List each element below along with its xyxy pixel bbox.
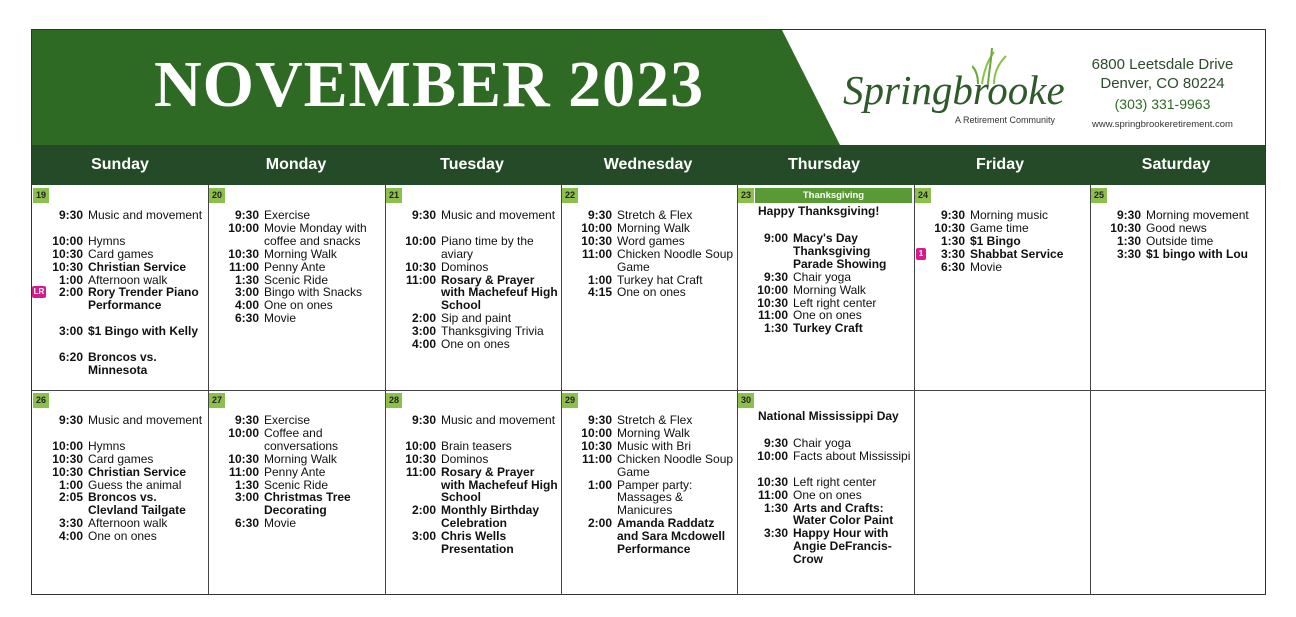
event-name: Hymns — [88, 438, 126, 453]
day-cell[interactable] — [914, 391, 1090, 595]
event-name: Game time — [970, 220, 1029, 235]
event-name: One on ones — [441, 337, 510, 351]
event-item — [32, 286, 208, 325]
event-name: Happy Hour with Angie DeFrancis-Crow — [793, 526, 892, 567]
day-cell[interactable] — [561, 186, 737, 390]
event-time: 9:30 — [234, 208, 259, 222]
event-item — [561, 453, 737, 479]
event-item — [32, 440, 208, 453]
event-name: Left right center — [793, 295, 877, 310]
weekday-wednesday: Wednesday — [603, 156, 693, 173]
event-time: 10:00 — [52, 438, 83, 453]
event-name: Macy's Day Thanksgiving Parade Showing — [793, 231, 887, 271]
event-time: 10:00 — [405, 233, 436, 248]
event-time: 9:30 — [940, 208, 965, 222]
date-number: 27 — [209, 393, 225, 408]
event-item — [914, 222, 1090, 235]
event-item — [561, 479, 737, 518]
event-item — [737, 502, 913, 528]
event-item — [737, 476, 913, 489]
event-time: 10:00 — [405, 438, 436, 453]
event-name: Hymns — [88, 233, 126, 248]
event-item — [914, 235, 1090, 248]
event-time: 9:30 — [1116, 208, 1141, 222]
event-item — [385, 235, 561, 261]
event-name: Pamper party: Massages & Manicures — [617, 477, 693, 518]
event-item — [385, 466, 561, 505]
event-name: Afternoon walk — [88, 516, 168, 531]
event-item — [561, 248, 737, 274]
event-item — [385, 504, 561, 530]
page-title: NOVEMBER 2023 — [154, 48, 705, 121]
event-time: 10:00 — [581, 425, 612, 440]
event-name: Turkey Craft — [793, 321, 863, 336]
event-name: Movie — [970, 259, 1003, 274]
event-item — [32, 261, 208, 274]
event-time: 1:30 — [763, 321, 788, 336]
event-item — [208, 453, 384, 466]
event-time: 10:30 — [52, 246, 83, 261]
event-name: $1 Bingo with Kelly — [88, 324, 199, 339]
day-cell[interactable] — [385, 391, 561, 595]
event-time: 1:30 — [234, 477, 259, 492]
event-time: 1:00 — [58, 272, 83, 287]
event-name: Penny Ante — [264, 464, 326, 479]
event-item — [32, 209, 208, 235]
event-name: Chicken Noodle Soup Game — [617, 451, 734, 479]
event-time: 10:00 — [581, 220, 612, 235]
event-item — [914, 209, 1090, 222]
event-time: 11:00 — [405, 272, 436, 287]
event-name: Turkey hat Craft — [617, 272, 703, 287]
weekday-header — [32, 145, 1265, 185]
event-item — [385, 414, 561, 440]
event-name: Morning Walk — [264, 451, 337, 466]
event-name: Rosary & Prayer with Machefeuf High School — [441, 272, 558, 313]
event-time: 6:20 — [58, 349, 83, 364]
event-item — [561, 427, 737, 440]
event-name: Music and movement — [441, 413, 556, 427]
event-time: 2:00 — [411, 311, 436, 326]
event-item — [561, 517, 737, 569]
date-number: 19 — [33, 188, 49, 203]
event-name: Left right center — [793, 474, 877, 489]
event-name: Morning movement — [1146, 208, 1249, 222]
event-name: Scenic Ride — [264, 477, 329, 492]
event-name: Coffee and conversations — [264, 425, 339, 453]
event-time: 11:00 — [405, 464, 436, 479]
date-number: 20 — [209, 188, 225, 203]
event-time: 3:30 — [940, 246, 965, 261]
event-name: Good news — [1146, 220, 1207, 235]
event-time: 10:30 — [934, 220, 965, 235]
event-item — [32, 351, 208, 377]
event-time: 1:30 — [1116, 233, 1141, 248]
event-name: Rosary & Prayer with Machefeuf High School — [441, 464, 558, 505]
event-item — [737, 232, 913, 271]
event-item — [208, 312, 384, 325]
event-item — [208, 466, 384, 479]
event-name: Chris Wells Presentation — [441, 529, 514, 556]
event-name: Brain teasers — [441, 438, 512, 453]
date-number: 26 — [33, 393, 49, 408]
event-time: 9:30 — [763, 269, 788, 284]
event-time: 2:05 — [58, 490, 83, 505]
event-name: Dominos — [441, 259, 489, 274]
event-name: Morning music — [970, 208, 1049, 222]
event-name: Movie Monday with coffee and snacks — [264, 220, 367, 248]
event-item — [561, 414, 737, 427]
event-name: Penny Ante — [264, 259, 326, 274]
weekday-sunday: Sunday — [91, 156, 149, 173]
holiday-label: Thanksgiving — [755, 188, 912, 203]
event-time: 9:30 — [587, 413, 612, 427]
event-name: Afternoon walk — [88, 272, 168, 287]
event-item — [208, 261, 384, 274]
day-cell[interactable] — [32, 391, 208, 595]
day-cell[interactable] — [561, 391, 737, 595]
event-item — [385, 453, 561, 466]
day-cell[interactable] — [208, 391, 384, 595]
event-item — [385, 274, 561, 313]
event-name: Outside time — [1146, 233, 1214, 248]
event-item — [1090, 222, 1266, 235]
event-name: One on ones — [793, 487, 862, 502]
event-name: $1 bingo with Lou — [1146, 246, 1248, 261]
event-name: Movie — [264, 516, 297, 531]
day-cell[interactable] — [385, 186, 561, 390]
event-name: Movie — [264, 311, 297, 326]
event-item — [1090, 209, 1266, 222]
date-number: 22 — [562, 188, 578, 203]
event-item — [737, 284, 913, 297]
event-name: Monthly Birthday Celebration — [441, 503, 539, 531]
event-time: 11:00 — [228, 259, 259, 274]
event-time: 4:00 — [411, 337, 436, 351]
event-name: Exercise — [264, 208, 311, 222]
weekday-saturday: Saturday — [1141, 156, 1211, 173]
event-item — [737, 450, 913, 476]
event-name: Thanksgiving Trivia — [441, 324, 544, 339]
event-name: Facts about Mississipi — [793, 448, 911, 463]
event-time: 10:30 — [52, 259, 83, 274]
event-item — [385, 261, 561, 274]
event-time: 3:00 — [58, 324, 83, 339]
event-time: 10:30 — [757, 474, 788, 489]
event-item — [208, 209, 384, 222]
event-item — [208, 222, 384, 248]
event-time: 1:30 — [763, 500, 788, 515]
event-time: 3:30 — [763, 526, 788, 541]
event-time: 6:30 — [234, 516, 259, 531]
event-item — [32, 235, 208, 248]
day-cell[interactable] — [737, 186, 913, 390]
contact-info — [1080, 55, 1245, 131]
event-item — [208, 427, 384, 453]
date-number: 28 — [386, 393, 402, 408]
event-time: 10:30 — [757, 295, 788, 310]
event-time: 4:15 — [587, 285, 612, 300]
event-item — [32, 414, 208, 440]
date-number: 24 — [915, 188, 931, 203]
event-item — [1090, 248, 1266, 261]
event-time: 3:30 — [58, 516, 83, 531]
event-time: 11:00 — [757, 308, 788, 323]
event-time: 10:00 — [52, 233, 83, 248]
weekday-friday: Friday — [975, 156, 1024, 173]
event-item — [32, 491, 208, 517]
date-number: 29 — [562, 393, 578, 408]
event-time: 2:00 — [587, 516, 612, 531]
event-item — [32, 453, 208, 466]
event-name: Amanda Raddatz and Sara Mcdowell Performance — [617, 516, 726, 556]
event-time: 9:30 — [763, 436, 788, 450]
event-name: Morning Walk — [264, 246, 337, 261]
event-item — [1090, 235, 1266, 248]
event-name: Broncos vs. Minnesota — [88, 349, 157, 377]
phone-number: (303) 331-9963 — [1114, 96, 1211, 112]
event-time: 3:00 — [411, 529, 436, 544]
event-time: 10:30 — [1110, 220, 1141, 235]
event-item — [32, 530, 208, 543]
date-number: 23 — [738, 188, 754, 203]
event-name: Music and movement — [88, 413, 203, 427]
event-name: Chicken Noodle Soup Game — [617, 246, 734, 274]
event-name: Chair yoga — [793, 436, 852, 450]
grass-logo-icon — [972, 48, 1012, 86]
event-time: 1:00 — [58, 477, 83, 492]
event-item — [737, 271, 913, 284]
date-number: 21 — [386, 188, 402, 203]
website-link[interactable]: www.springbrookeretirement.com — [1092, 119, 1233, 130]
event-name: Sip and paint — [441, 311, 512, 326]
event-time: 10:30 — [405, 259, 436, 274]
event-item — [561, 235, 737, 248]
date-number: 30 — [738, 393, 754, 408]
event-name: Christian Service — [88, 464, 187, 479]
event-name: Scenic Ride — [264, 272, 329, 287]
weekday-monday: Monday — [265, 156, 327, 173]
day-note: National Mississippi Day — [758, 409, 899, 423]
event-time: 1:00 — [587, 477, 612, 492]
event-name: Christian Service — [88, 259, 187, 274]
event-name: Piano time by the aviary — [441, 233, 534, 261]
event-time: 10:30 — [581, 233, 612, 248]
event-time: 3:00 — [411, 324, 436, 339]
day-cell[interactable] — [1090, 186, 1266, 390]
event-item — [32, 325, 208, 351]
event-name: Morning Walk — [793, 282, 866, 297]
logo-tagline: A Retirement Community — [955, 115, 1056, 125]
event-time: 10:00 — [757, 282, 788, 297]
event-time: 9:30 — [411, 208, 436, 222]
event-item — [737, 489, 913, 502]
event-item — [385, 530, 561, 556]
event-time: 10:30 — [228, 451, 259, 466]
event-item — [385, 338, 561, 351]
event-time: 3:30 — [1116, 246, 1141, 261]
event-item — [737, 322, 913, 335]
event-item — [737, 437, 913, 450]
event-time: 10:30 — [228, 246, 259, 261]
event-item — [208, 491, 384, 517]
event-time: 6:30 — [234, 311, 259, 326]
event-name: Morning Walk — [617, 220, 690, 235]
event-time: 11:00 — [581, 246, 612, 261]
event-name: One on ones — [264, 298, 333, 313]
event-time: 10:00 — [228, 220, 259, 235]
event-item — [208, 517, 384, 530]
address-line-1: 6800 Leetsdale Drive — [1091, 56, 1234, 73]
event-time: 11:00 — [228, 464, 259, 479]
event-time: 4:00 — [234, 298, 259, 313]
event-time: 6:30 — [940, 259, 965, 274]
event-time: 9:30 — [58, 413, 83, 427]
location-badge: LR — [33, 287, 45, 297]
event-name: Chair yoga — [793, 269, 852, 284]
event-name: One on ones — [617, 285, 686, 300]
event-item — [32, 248, 208, 261]
event-name: One on ones — [88, 529, 157, 544]
event-time: 1:30 — [234, 272, 259, 287]
weekday-thursday: Thursday — [787, 156, 860, 173]
event-name: Broncos vs. Clevland Tailgate — [88, 490, 186, 518]
event-name: One on ones — [793, 308, 862, 323]
event-item — [385, 209, 561, 235]
event-item — [737, 527, 913, 566]
event-time: 1:30 — [940, 233, 965, 248]
event-name: Guess the animal — [88, 477, 182, 492]
day-cell[interactable] — [32, 186, 208, 390]
event-item — [385, 440, 561, 453]
event-time: 4:00 — [58, 529, 83, 544]
event-item — [914, 248, 1090, 261]
day-cell[interactable] — [914, 186, 1090, 390]
event-time: 10:30 — [52, 451, 83, 466]
day-cell[interactable] — [208, 186, 384, 390]
event-time: 9:30 — [58, 208, 83, 222]
event-name: Stretch & Flex — [617, 208, 693, 222]
event-time: 9:30 — [234, 413, 259, 427]
event-item — [208, 414, 384, 427]
event-item — [561, 209, 737, 222]
event-name: Music with Bri — [617, 438, 692, 453]
event-item — [32, 466, 208, 479]
event-item — [561, 286, 737, 299]
event-time: 10:00 — [228, 425, 259, 440]
event-item — [914, 261, 1090, 274]
logo — [843, 67, 1073, 130]
event-time: 10:30 — [581, 438, 612, 453]
event-time: 2:00 — [58, 285, 83, 300]
day-cell[interactable] — [1090, 391, 1266, 595]
event-name: $1 Bingo — [970, 233, 1021, 248]
event-name: Dominos — [441, 451, 489, 466]
event-name: Exercise — [264, 413, 311, 427]
weekday-tuesday: Tuesday — [440, 156, 504, 173]
event-time: 2:00 — [411, 503, 436, 518]
event-time: 3:00 — [234, 490, 259, 505]
event-time: 9:00 — [763, 231, 788, 245]
event-time: 3:00 — [234, 285, 259, 300]
event-item — [208, 248, 384, 261]
event-item — [561, 440, 737, 453]
address-line-2: Denver, CO 80224 — [1100, 75, 1225, 92]
event-name: Arts and Crafts: Water Color Paint — [793, 500, 894, 528]
location-badge: 1 — [916, 248, 926, 260]
event-time: 9:30 — [587, 208, 612, 222]
event-time: 10:30 — [52, 464, 83, 479]
day-cell[interactable] — [737, 391, 913, 595]
event-name: Card games — [88, 246, 154, 261]
event-name: Morning Walk — [617, 425, 690, 440]
logo-text: Springbrooke — [843, 67, 1065, 113]
event-name: Christmas Tree Decorating — [264, 490, 351, 518]
event-name: Music and movement — [441, 208, 556, 222]
event-time: 1:00 — [587, 272, 612, 287]
event-name: Word games — [617, 233, 685, 248]
event-time: 10:00 — [757, 448, 788, 463]
event-time: 9:30 — [411, 413, 436, 427]
day-note: Happy Thanksgiving! — [758, 204, 880, 218]
event-name: Stretch & Flex — [617, 413, 693, 427]
event-name: Card games — [88, 451, 154, 466]
event-item — [561, 222, 737, 235]
event-name: Music and movement — [88, 208, 203, 222]
event-time: 11:00 — [581, 451, 612, 466]
date-number: 25 — [1091, 188, 1107, 203]
event-time: 11:00 — [757, 487, 788, 502]
event-name: Shabbat Service — [970, 246, 1064, 261]
event-time: 10:30 — [405, 451, 436, 466]
event-name: Rory Trender Piano Performance — [88, 285, 199, 313]
event-name: Bingo with Snacks — [264, 285, 363, 300]
